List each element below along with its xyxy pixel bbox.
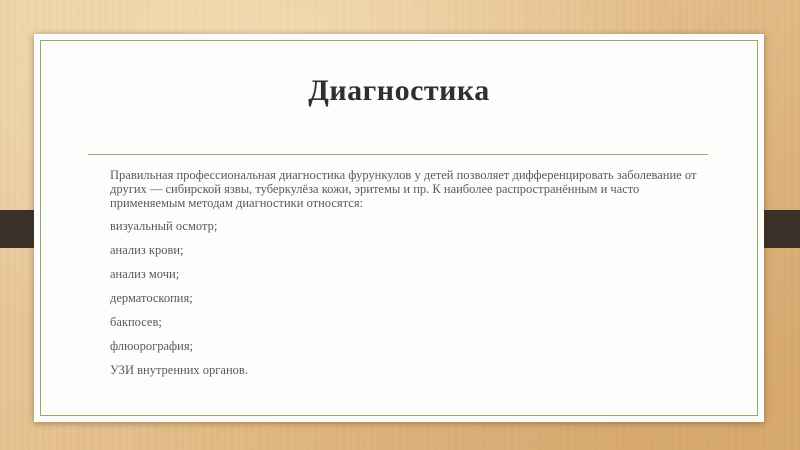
list-item: дерматоскопия; <box>110 291 193 305</box>
slide-title: Диагностика <box>308 74 490 107</box>
intro-paragraph: Правильная профессиональная диагностика фурункулов у детей позволяет дифференцировать заболевание от других — сибирской язвы, туберкулёза кожи, эритемы и пр. К наиболее распространённым и часто применяемым методам диагностики относятся: <box>110 168 697 210</box>
slide-body <box>110 168 710 387</box>
slide-card <box>34 34 764 422</box>
list-item: анализ крови; <box>110 243 184 257</box>
list-item: анализ мочи; <box>110 267 180 281</box>
list-item: УЗИ внутренних органов. <box>110 363 248 377</box>
title-divider <box>88 154 708 155</box>
list-item: визуальный осмотр; <box>110 219 218 233</box>
list-item: бакпосев; <box>110 315 162 329</box>
list-item: флюорография; <box>110 339 194 353</box>
diagnostics-list <box>110 219 710 377</box>
